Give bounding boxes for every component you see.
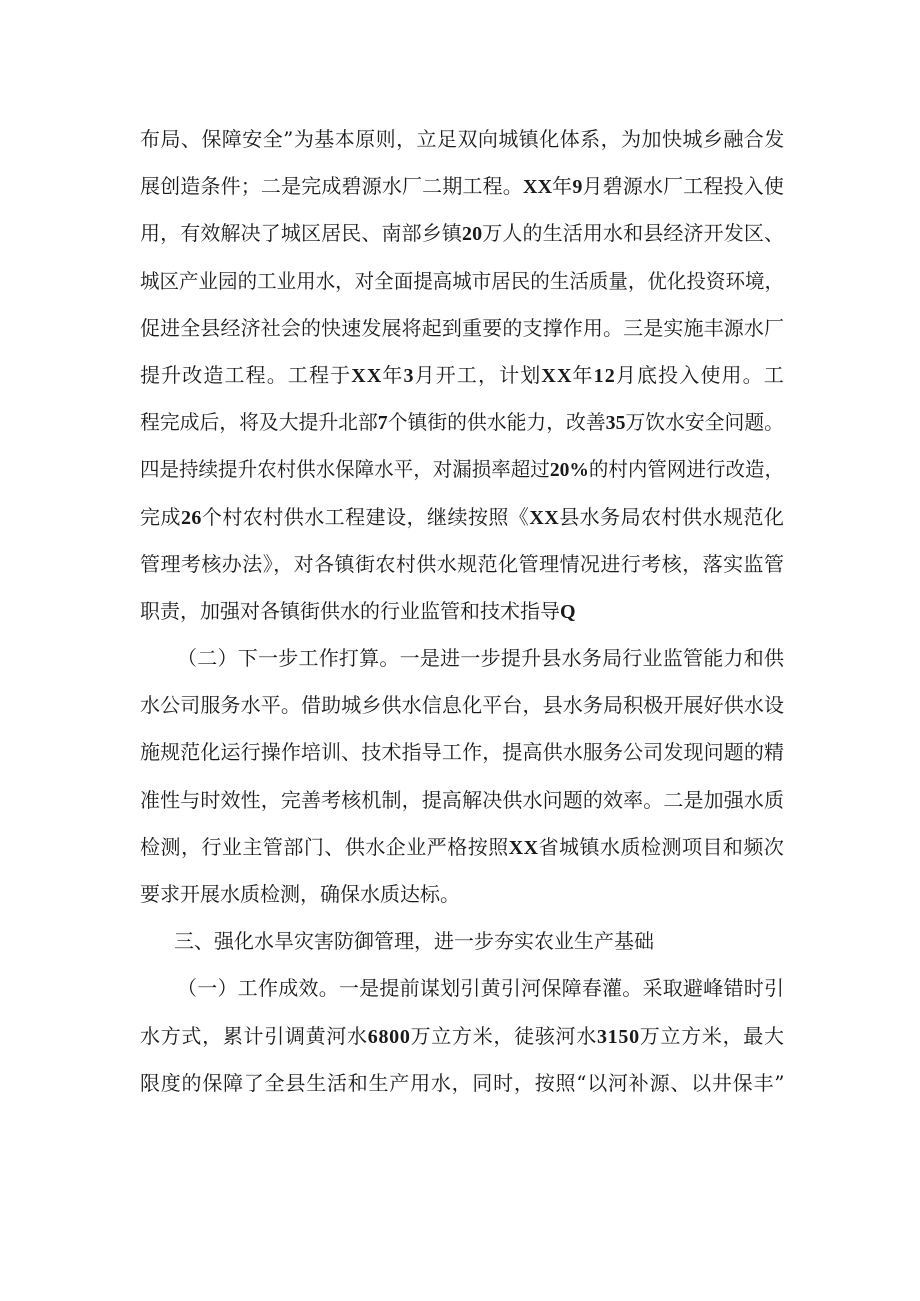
text-line-14 <box>140 734 784 781</box>
line-text: 完成26个村农村供水工程建设，继续按照《XX县水务局农村供水规范化 <box>140 504 785 529</box>
text-line-8 <box>140 451 784 498</box>
bold-token: XX <box>522 176 553 199</box>
text-line-20 <box>140 1018 784 1065</box>
line-text: 水公司服务水平。借助城乡供水信息化平台，县水务局积极开展好供水设 <box>140 693 785 718</box>
bold-token: 20 <box>462 223 483 246</box>
bold-token: 3 <box>403 364 415 387</box>
bold-token: 35 <box>605 412 626 435</box>
section-heading <box>140 923 784 970</box>
text-line-3 <box>140 215 784 262</box>
text-line-9 <box>140 499 784 546</box>
bold-token: XX <box>351 364 383 387</box>
line-text: 用，有效解决了城区居民、南部乡镇20万人的生活用水和县经济开发区、 <box>140 221 785 246</box>
bold-token: XX <box>508 836 539 859</box>
line-text: 施规范化运行操作培训、技术指导工作，提高供水服务公司发现问题的精 <box>140 740 785 765</box>
text-line-6 <box>140 357 784 404</box>
line-text: 程完成后，将及大提升北部7个镇街的供水能力，改善35万饮水安全问题。 <box>140 410 784 435</box>
line-text: 城区产业园的工业用水，对全面提高城市居民的生活质量，优化投资环境， <box>140 268 784 293</box>
line-text: 展创造条件；二是完成碧源水厂二期工程。XX年9月碧源水厂工程投入使 <box>140 174 785 199</box>
text-line-13 <box>140 687 784 734</box>
text-line-19 <box>140 970 784 1017</box>
bold-token: XX <box>529 506 560 529</box>
line-text: 管理考核办法》，对各镇街农村供水规范化管理情况进行考核，落实监管 <box>140 551 785 576</box>
bold-token: 26 <box>180 506 202 529</box>
bold-token: 20% <box>549 459 589 482</box>
text-line-7 <box>140 404 784 451</box>
text-line-17 <box>140 876 784 923</box>
line-text: 四是持续提升农村供水保障水平，对漏损率超过20%的村内管网进行改造， <box>140 457 784 482</box>
bold-token: 6800 <box>367 1025 411 1048</box>
bold-token: 7 <box>377 412 388 435</box>
bold-token: 9 <box>572 176 583 199</box>
line-text: 水方式，累计引调黄河水6800万立方米，徒骇河水3150万立方米，最大 <box>140 1023 785 1048</box>
heading-text: 三、强化水旱灾害防御管理，进一步夯实农业生产基础 <box>174 929 654 954</box>
bold-token: 12 <box>593 364 616 387</box>
line-text: 促进全县经济社会的快速发展将起到重要的支撑作用。三是实施丰源水厂 <box>140 315 785 340</box>
document-body <box>140 121 784 1112</box>
line-text: （二）下一步工作打算。一是进一步提升县水务局行业监管能力和供 <box>177 646 785 671</box>
line-text: 布局、保障安全”为基本原则，立足双向城镇化体系，为加快城乡融合发 <box>140 127 785 151</box>
line-text: 限度的保障了全县生活和生产用水，同时，按照“以河补源、以井保丰” <box>140 1070 786 1095</box>
text-line-15 <box>140 782 784 829</box>
line-text: 要求开展水质检测，确保水质达标。 <box>140 882 460 906</box>
text-line-5 <box>140 310 784 357</box>
text-line-4 <box>140 263 784 310</box>
line-text: 准性与时效性，完善考核机制，提高解决供水问题的效率。二是加强水质 <box>140 787 785 812</box>
text-line-12 <box>140 640 784 687</box>
bold-token: XX <box>541 364 573 387</box>
bold-token: Q <box>560 600 576 623</box>
text-line-10 <box>140 546 784 593</box>
line-text: 提升改造工程。工程于XX年3月开工，计划XX年12月底投入使用。工 <box>140 362 785 387</box>
text-line-16 <box>140 829 784 876</box>
bold-token: 3150 <box>596 1025 640 1048</box>
line-text: 职责，加强对各镇街供水的行业监管和技术指导Q <box>140 598 576 623</box>
line-text: 检测，行业主管部门、供水企业严格按照XX省城镇水质检测项目和频次 <box>140 834 785 859</box>
line-text: （一）工作成效。一是提前谋划引黄引河保障春灌。采取避峰错时引 <box>177 976 785 1001</box>
text-line-11 <box>140 593 784 640</box>
text-line-1 <box>140 121 784 168</box>
text-line-21 <box>140 1065 784 1112</box>
text-line-2 <box>140 168 784 215</box>
